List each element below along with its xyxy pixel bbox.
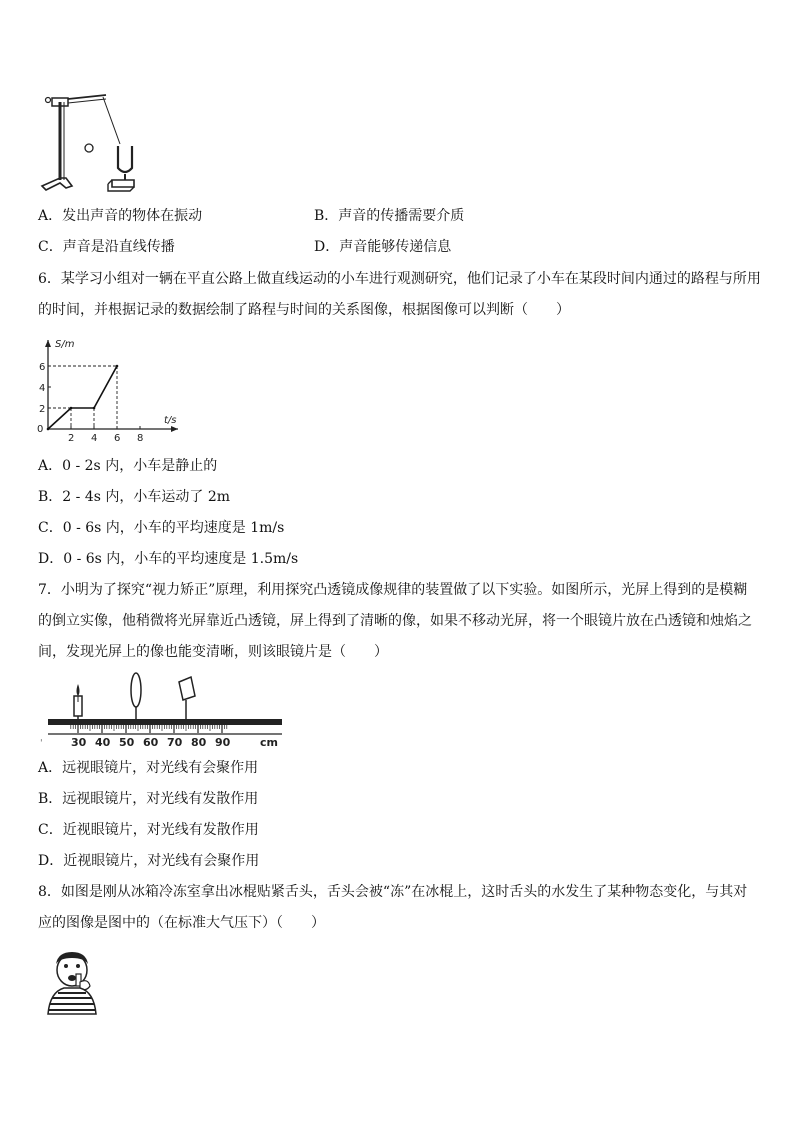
option-a[interactable]: A．0 - 2s 内，小车是静止的 (38, 458, 218, 474)
tuning-fork-pendulum-figure (36, 86, 136, 196)
origin-label: 0 (37, 424, 44, 435)
option-b[interactable]: B．声音的传播需要介质 (314, 208, 465, 224)
convex-lens-icon (131, 673, 141, 720)
series-segment (94, 366, 117, 408)
x-tick-label: 4 (91, 433, 98, 444)
light-screen-icon (179, 677, 195, 720)
option-d[interactable]: D．声音能够传递信息 (314, 239, 452, 255)
data-point (47, 428, 50, 431)
ruler-label: 50 (119, 736, 135, 749)
question-8-stem-line-1: 8．如图是刚从冰箱冷冻室拿出冰棍贴紧舌头，舌头会被“冻”在冰棍上，这时舌头的水发生了某种物态变化，与其对 (38, 884, 748, 900)
question-6-stem-line-2: 的时间，并根据记录的数据绘制了路程与时间的关系图像，根据图像可以判断（ ） (38, 302, 570, 318)
y-tick-label: 4 (39, 383, 46, 394)
option-a[interactable]: A．远视眼镜片，对光线有会聚作用 (38, 760, 259, 776)
x-tick-label: 8 (137, 433, 144, 444)
y-axis-label: S/m (55, 339, 75, 350)
data-point (70, 407, 73, 410)
option-c[interactable]: C．0 - 6s 内，小车的平均速度是 1m/s (38, 520, 285, 536)
ruler-unit-label: cm (260, 736, 278, 749)
distance-time-chart (36, 334, 186, 444)
question-7-stem-line-1: 7．小明为了探究“视力矫正”原理，利用探究凸透镜成像规律的装置做了以下实验。如图所示，光屏上得到的是模糊 (38, 582, 748, 598)
ruler-label: 70 (167, 736, 183, 749)
y-tick-label: 2 (39, 404, 46, 415)
ruler-scale (71, 725, 278, 749)
ruler-label: 60 (143, 736, 159, 749)
option-b[interactable]: B．远视眼镜片，对光线有发散作用 (38, 791, 259, 807)
question-7-stem-line-3: 间，发现光屏上的像也能变清晰，则该眼镜片是（ ） (38, 644, 388, 660)
boy-with-popsicle-figure (40, 948, 106, 1016)
svg-text:ˈ: ˈ (40, 739, 43, 749)
question-6-stem-line-1: 6．某学习小组对一辆在平直公路上做直线运动的小车进行观测研究，他们记录了小车在某段时间内通过的路程与所用 (38, 271, 761, 287)
ruler-label: 40 (95, 736, 111, 749)
option-d[interactable]: D．近视眼镜片，对光线有会聚作用 (38, 853, 260, 869)
x-tick-label: 2 (68, 433, 75, 444)
data-point (93, 407, 96, 410)
option-c[interactable]: C．近视眼镜片，对光线有发散作用 (38, 822, 259, 838)
data-point (116, 365, 119, 368)
ruler-label: 30 (71, 736, 87, 749)
ruler-label: 90 (215, 736, 231, 749)
optical-bench-figure (38, 672, 288, 752)
option-b[interactable]: B．2 - 4s 内，小车运动了 2m (38, 489, 231, 505)
question-7-stem-line-2: 的倒立实像，他稍微将光屏靠近凸透镜，屏上得到了清晰的像，如果不移动光屏，将一个眼镜片放在凸透镜和烛焰之 (38, 613, 752, 629)
ruler-label: 80 (191, 736, 207, 749)
option-a[interactable]: A．发出声音的物体在振动 (38, 208, 203, 224)
x-axis-label: t/s (164, 415, 177, 426)
option-c[interactable]: C．声音是沿直线传播 (38, 239, 175, 255)
x-axis-arrow (171, 426, 178, 432)
question-8-stem-line-2: 应的图像是图中的（在标准大气压下）（ ） (38, 915, 325, 931)
option-d[interactable]: D．0 - 6s 内，小车的平均速度是 1.5m/s (38, 551, 299, 567)
candle-icon (74, 684, 82, 720)
x-tick-label: 6 (114, 433, 121, 444)
y-tick-label: 6 (39, 362, 46, 373)
y-axis-arrow (45, 340, 51, 347)
series-segment (48, 408, 71, 429)
